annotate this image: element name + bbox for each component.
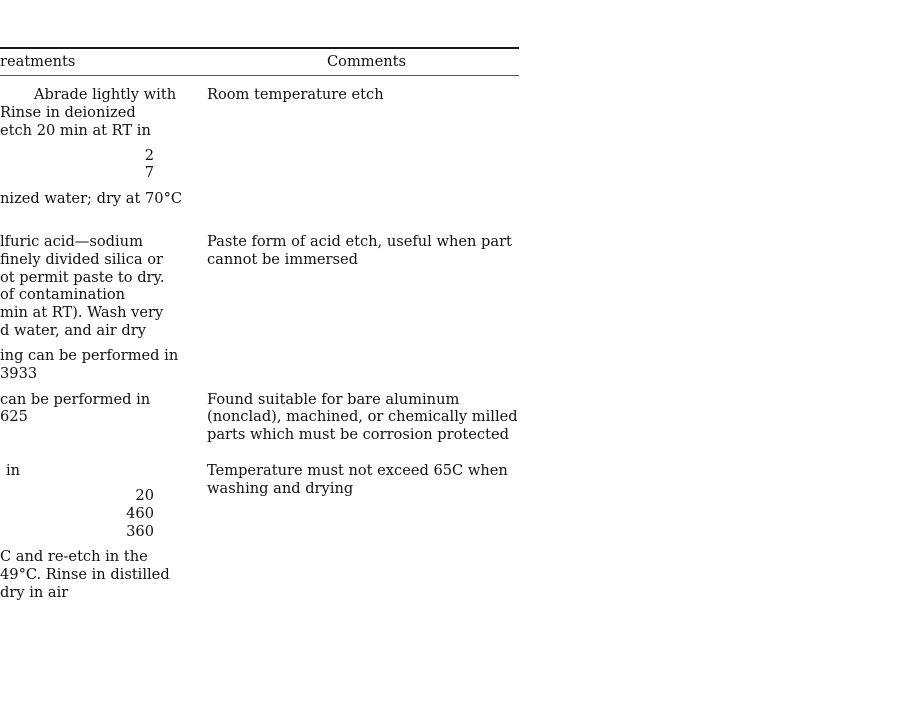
treatments-header: reatments: [0, 53, 76, 70]
row1-value: 2: [144, 147, 154, 164]
row4-value: 20: [135, 487, 154, 504]
row4-comment-line: Temperature must not exceed 65C when: [207, 462, 508, 479]
row2-treatment-line: ot permit paste to dry.: [0, 269, 165, 286]
header-rule: [0, 75, 519, 76]
row2-treatment-line: d water, and air dry: [0, 322, 146, 339]
table-top-rule: [0, 47, 519, 49]
row1-treatment-line: nized water; dry at 70°C: [0, 190, 183, 207]
row3-treatment-line: can be performed in: [0, 391, 151, 408]
row4-treatment-line: C and re-etch in the: [0, 548, 148, 565]
row2-treatment-line: lfuric acid—sodium: [0, 233, 143, 250]
row2-treatment-line: of contamination: [0, 286, 126, 303]
row3-treatment-line: 625: [0, 408, 28, 425]
row1-value: 7: [144, 164, 154, 181]
row4-value: 360: [126, 523, 154, 540]
row1-comment-line: Room temperature etch: [207, 86, 384, 103]
row4-treatment-line: in: [6, 462, 21, 479]
row2-treatment-line: min at RT). Wash very: [0, 304, 164, 321]
row4-comment-line: washing and drying: [207, 480, 354, 497]
comments-header: Comments: [327, 53, 407, 70]
row2-comment-line: cannot be immersed: [207, 251, 359, 268]
row1-treatment-line: Rinse in deionized: [0, 104, 136, 121]
row2-treatment-line: 3933: [0, 365, 38, 382]
row2-comment-line: Paste form of acid etch, useful when part: [207, 233, 512, 250]
row3-comment-line: Found suitable for bare aluminum: [207, 391, 460, 408]
row4-treatment-line: 49°C. Rinse in distilled: [0, 566, 170, 583]
row2-treatment-line: finely divided silica or: [0, 251, 163, 268]
row3-comment-line: (nonclad), machined, or chemically milled: [207, 408, 518, 425]
row1-treatment-line: etch 20 min at RT in: [0, 122, 151, 139]
row3-comment-line: parts which must be corrosion protected: [207, 426, 509, 443]
row2-treatment-line: ing can be performed in: [0, 347, 179, 364]
row4-value: 460: [126, 505, 154, 522]
row4-treatment-line: dry in air: [0, 584, 69, 601]
row1-treatment-line: Abrade lightly with: [34, 86, 177, 103]
